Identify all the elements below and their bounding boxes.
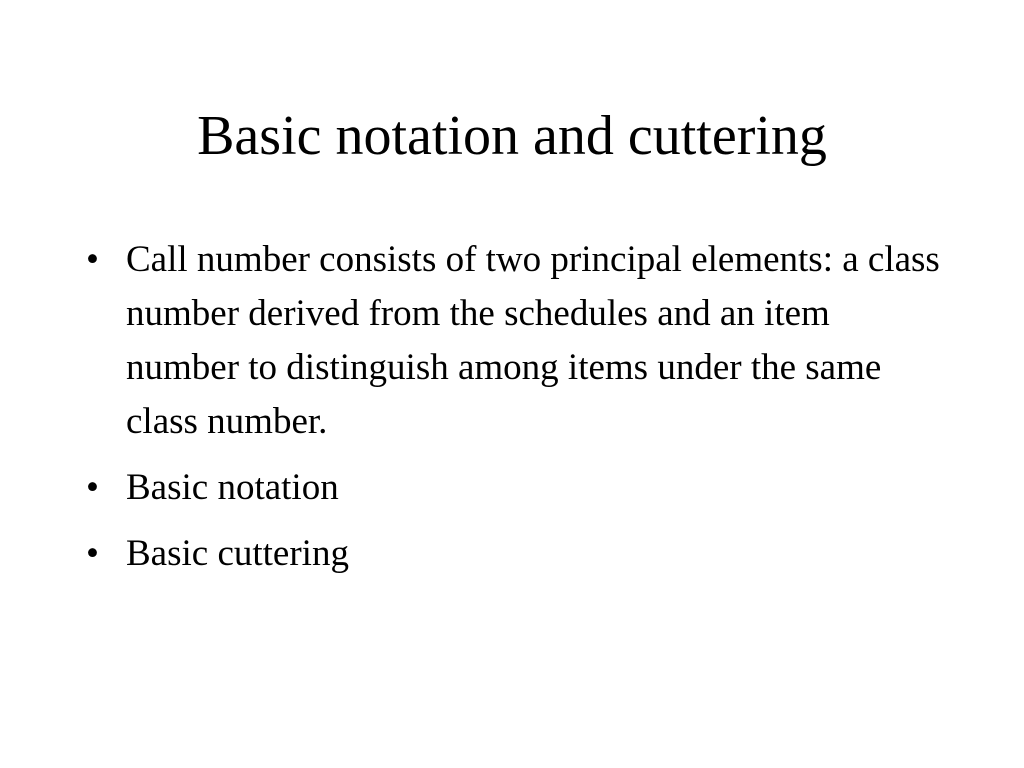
bullet-marker: • <box>86 239 99 280</box>
bullet-item-basic-notation <box>86 461 946 515</box>
bullet-item-call-number <box>86 233 946 449</box>
slide-title: Basic notation and cuttering <box>197 105 827 167</box>
bullet-text: Basic notation <box>126 467 339 508</box>
bullet-text: Basic cuttering <box>126 533 349 574</box>
bullet-text: Call number consists of two principal elements: a class number derived from the schedules and an item number to distinguish among items under the same class number. <box>126 239 940 442</box>
bullet-marker: • <box>86 467 99 508</box>
bullet-marker: • <box>86 533 99 574</box>
bullet-list <box>86 233 946 593</box>
bullet-item-basic-cuttering <box>86 527 946 581</box>
